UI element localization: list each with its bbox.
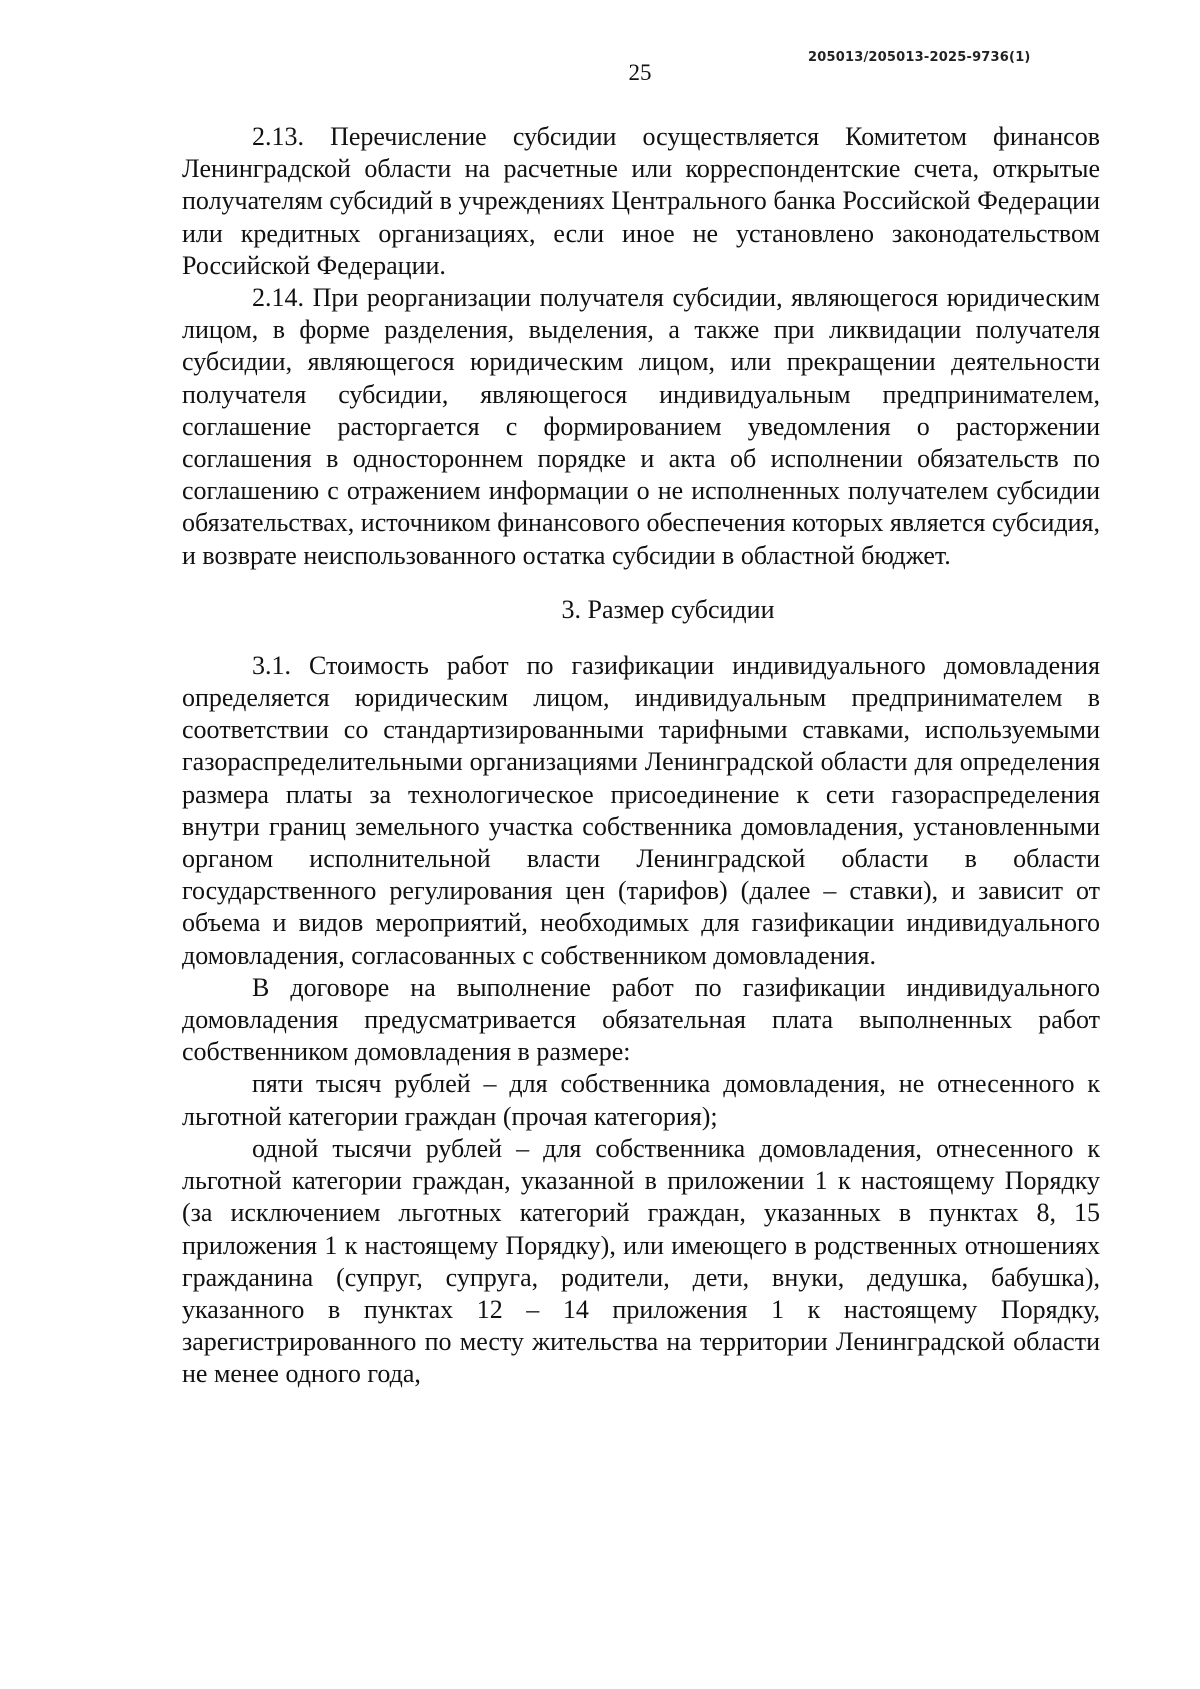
- section-heading-text: 3. Размер субсидии: [561, 594, 775, 624]
- document-id: 205013/205013-2025-9736(1): [808, 50, 1031, 65]
- paragraph-contract: В договоре на выполнение работ по газификации индивидуального домовладения предусматривается обязательная плата выполненных работ собственником домовладения в размере:: [182, 972, 1100, 1067]
- paragraph-2-13: 2.13. Перечисление субсидии осуществляется Комитетом финансов Ленинградской области на расчетные или корреспондентские счета, открытые получателям субсидий в учреждениях Центрального банка Российской Федерации или кредитных организациях, если иное не установлено законодательством Российской Федерации.: [182, 122, 1100, 280]
- paragraph-3-1: 3.1. Стоимость работ по газификации индивидуального домовладения определяется юридическим лицом, индивидуальным предпринимателем в соответствии со стандартизированными тарифными ставками, используемыми газораспределительными организациями Ленинградской области для определения размера платы за технологическое присоединение к сети газораспределения внутри границ земельного участка собственника домовладения, установленными органом исполнительной власти Ленинградской области в области государственного регулирования цен (тарифов) (далее – ставки), и зависит от объема и видов мероприятий, необходимых для газификации индивидуального домовладения, согласованных с собственником домовладения.: [182, 650, 1100, 970]
- paragraph-one-thousand: одной тысячи рублей – для собственника домовладения, отнесенного к льготной категории граждан, указанной в приложении 1 к настоящему Порядку (за исключением льготных категорий граждан, указанных в пунктах 8, 15 приложения 1 к настоящему Порядку), или имеющего в родственных отношениях гражданина (супруг, супруга, родители, дети, внуки, дедушка, бабушка), указанного в пунктах 12 – 14 приложения 1 к настоящему Порядку, зарегистрированного по месту жительства на территории Ленинградской области не менее одного года,: [182, 1133, 1100, 1389]
- paragraph-five-thousand: пяти тысяч рублей – для собственника домовладения, не отнесенного к льготной категории граждан (прочая категория);: [182, 1069, 1100, 1131]
- paragraph-2-14: 2.14. При реорганизации получателя субсидии, являющегося юридическим лицом, в форме разделения, выделения, а также при ликвидации получателя субсидии, являющегося юридическим лицом, или прекращении деятельности получателя субсидии, являющегося индивидуальным предпринимателем, соглашение расторгается с формированием уведомления о расторжении соглашения в одностороннем порядке и акта об исполнении обязательств по соглашению с отражением информации о не исполненных получателем субсидии обязательствах, источником финансового обеспечения которых является субсидия, и возврате неиспользованного остатка субсидии в областной бюджет.: [182, 283, 1101, 570]
- page-number: 25: [628, 60, 652, 85]
- section-heading: [182, 594, 1100, 626]
- document-body: [182, 121, 1100, 1391]
